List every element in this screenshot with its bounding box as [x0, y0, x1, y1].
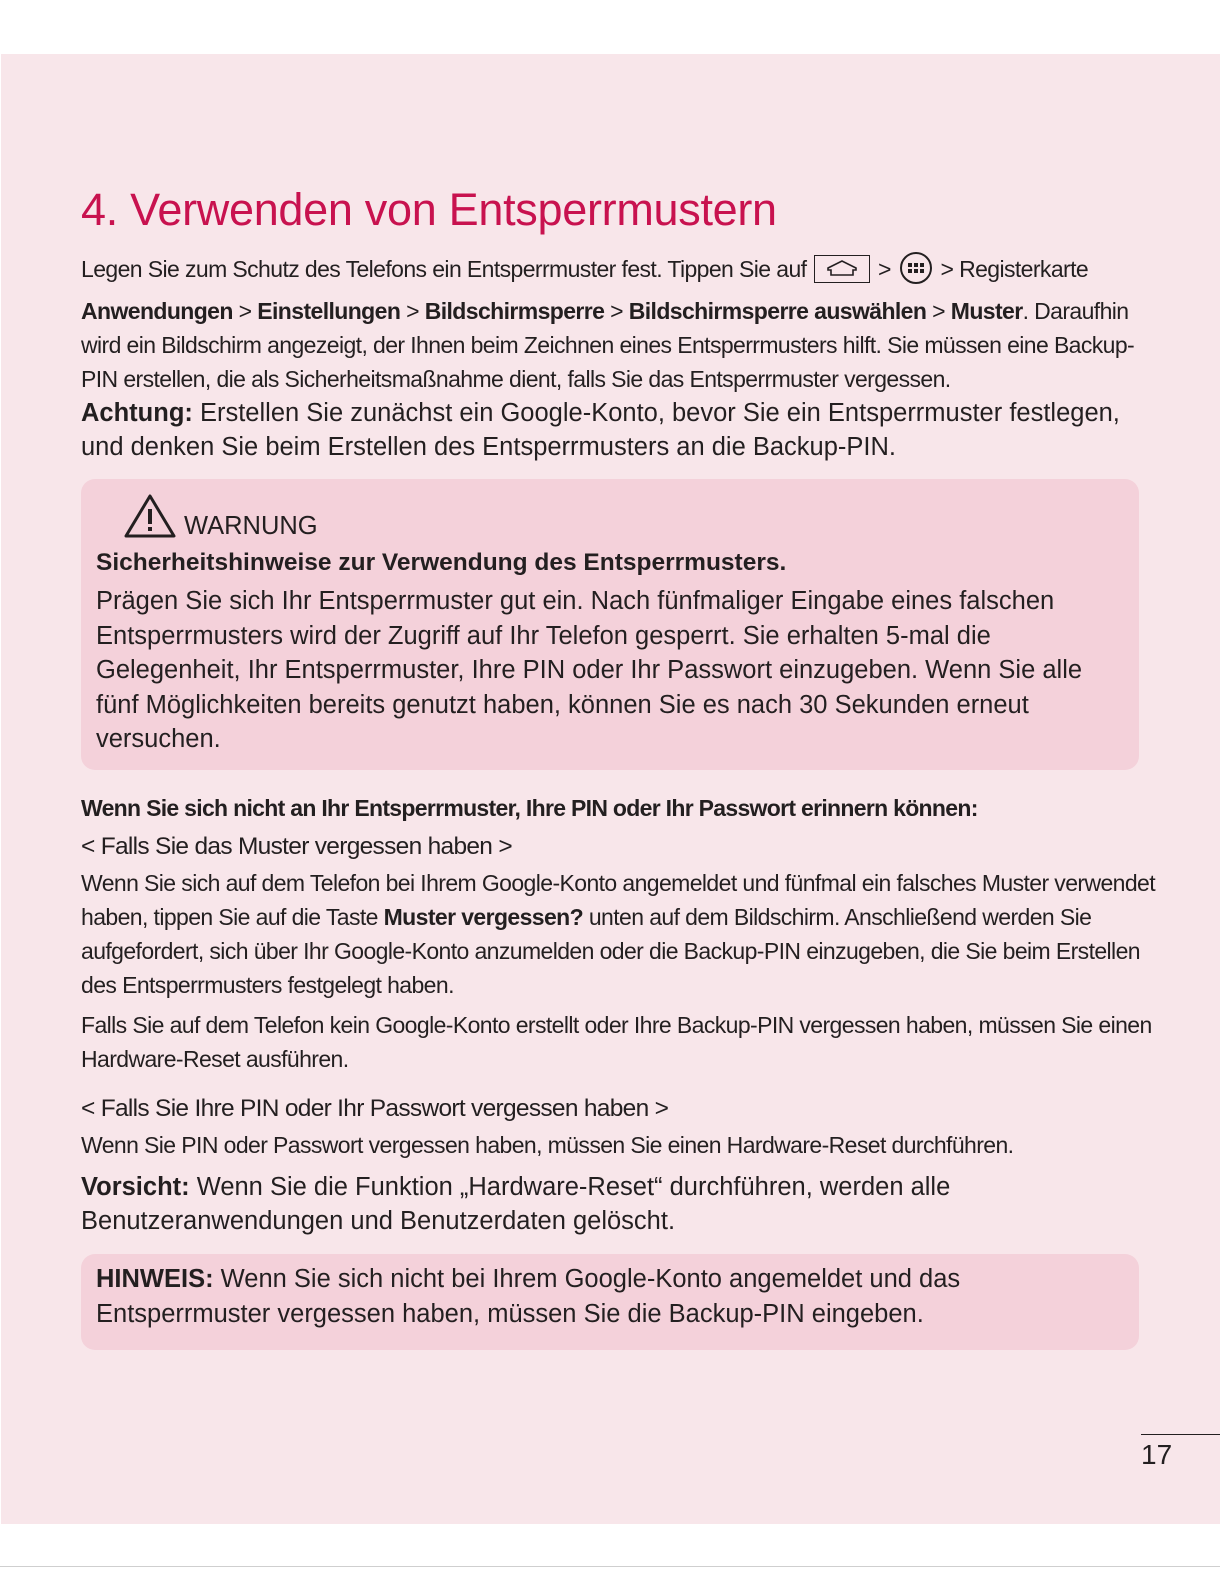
page-bottom-divider	[0, 1566, 1220, 1567]
intro-sep-2: > Registerkarte	[940, 256, 1089, 282]
menu-path-select-lock: Bildschirmsperre auswählen	[628, 298, 927, 324]
forgot-pattern-text-after: unten auf dem Bildschirm. Anschließend werden Sie aufgefordert, sich über Ihr Google-Konto anzumelden oder die Backup-PIN einzugeben, die Sie beim Erstellen des Entsperrmusters festgelegt haben.	[81, 904, 1140, 998]
note-paragraph	[96, 1262, 1116, 1331]
caution-text: Erstellen Sie zunächst ein Google-Konto, bevor Sie ein Entsperrmuster festlegen, und denken Sie beim Erstellen des Entsperrmusters an die Backup-PIN.	[81, 399, 1120, 461]
caution-paragraph	[81, 396, 1151, 464]
forgot-pattern-paragraph	[81, 866, 1171, 1002]
manual-page	[1, 54, 1220, 1524]
forgot-pattern-text: Wenn Sie sich auf dem Telefon bei Ihrem Google-Konto angemeldet und fünfmal ein falsches Muster verwendet haben, tippen Sie auf die Taste	[81, 870, 1156, 930]
caution-label: Achtung:	[81, 399, 193, 427]
menu-path-sep: >	[932, 298, 945, 324]
forgot-pattern-paragraph-2: Falls Sie auf dem Telefon kein Google-Konto erstellt oder Ihre Backup-PIN vergessen haben, müssen Sie einen Hardware-Reset ausführen.	[81, 1012, 1152, 1072]
forgot-pin-heading: < Falls Sie Ihre PIN oder Ihr Passwort vergessen haben >	[81, 1095, 669, 1122]
careful-label: Vorsicht:	[81, 1173, 190, 1201]
careful-paragraph	[81, 1170, 1151, 1238]
careful-text: Wenn Sie die Funktion „Hardware-Reset“ durchführen, werden alle Benutzeranwendungen und Benutzerdaten gelöscht.	[81, 1173, 951, 1235]
intro-text: Legen Sie zum Schutz des Telefons ein Entsperrmuster fest. Tippen Sie auf	[81, 256, 807, 282]
page-title: 4. Verwenden von Entsperrmustern	[81, 184, 777, 235]
menu-path-sep: >	[610, 298, 623, 324]
forgot-pattern-button-label: Muster vergessen?	[383, 904, 584, 930]
menu-path-apps: Anwendungen	[81, 298, 233, 324]
apps-icon	[899, 251, 933, 294]
note-text: Wenn Sie sich nicht bei Ihrem Google-Konto angemeldet und das Entsperrmuster vergessen haben, müssen Sie die Backup-PIN eingeben.	[96, 1265, 961, 1328]
home-key-icon	[814, 255, 870, 283]
menu-path-settings: Einstellungen	[257, 298, 401, 324]
forgot-heading: Wenn Sie sich nicht an Ihr Entsperrmuster, Ihre PIN oder Ihr Passwort erinnern können:	[81, 795, 978, 821]
page-number: 17	[1141, 1439, 1173, 1470]
note-label: HINWEIS:	[96, 1265, 214, 1293]
menu-path-sep: >	[406, 298, 419, 324]
menu-path-pattern: Muster	[950, 298, 1023, 324]
intro-paragraph	[81, 251, 1161, 396]
forgot-pin-paragraph: Wenn Sie PIN oder Passwort vergessen haben, müssen Sie einen Hardware-Reset durchführen.	[81, 1132, 1014, 1158]
note-box	[81, 1254, 1139, 1350]
warning-body: Prägen Sie sich Ihr Entsperrmuster gut ein. Nach fünfmaliger Eingabe eines falschen Entsperrmusters wird der Zugriff auf Ihr Telefon gesperrt. Sie erhalten 5-mal die Gelegenheit, Ihr Entsperrmuster, Ihre PIN oder Ihr Passwort einzugeben. Wenn Sie alle fünf Möglichkeiten bereits genutzt haben, können Sie es nach 30 Sekunden erneut versuchen.	[96, 587, 1083, 753]
warning-box	[81, 479, 1139, 770]
intro-sep-1: >	[878, 256, 891, 282]
warning-label: WARNUNG	[184, 512, 318, 540]
menu-path-sep: >	[238, 298, 252, 324]
forgot-pattern-heading: < Falls Sie das Muster vergessen haben >	[81, 833, 512, 860]
page-number-rule	[1141, 1434, 1220, 1435]
intro-text-after: . Daraufhin wird ein Bildschirm angezeigt, der Ihnen beim Zeichnen eines Entsperrmusters hilft. Sie müssen eine Backup-PIN erstellen, die als Sicherheitsmaßnahme dient, falls Sie das Entsperrmuster vergessen.	[81, 298, 1135, 392]
menu-path-lockscreen: Bildschirmsperre	[424, 298, 605, 324]
warning-triangle-icon	[123, 493, 177, 539]
warning-subtitle: Sicherheitshinweise zur Verwendung des Entsperrmusters.	[96, 549, 787, 576]
